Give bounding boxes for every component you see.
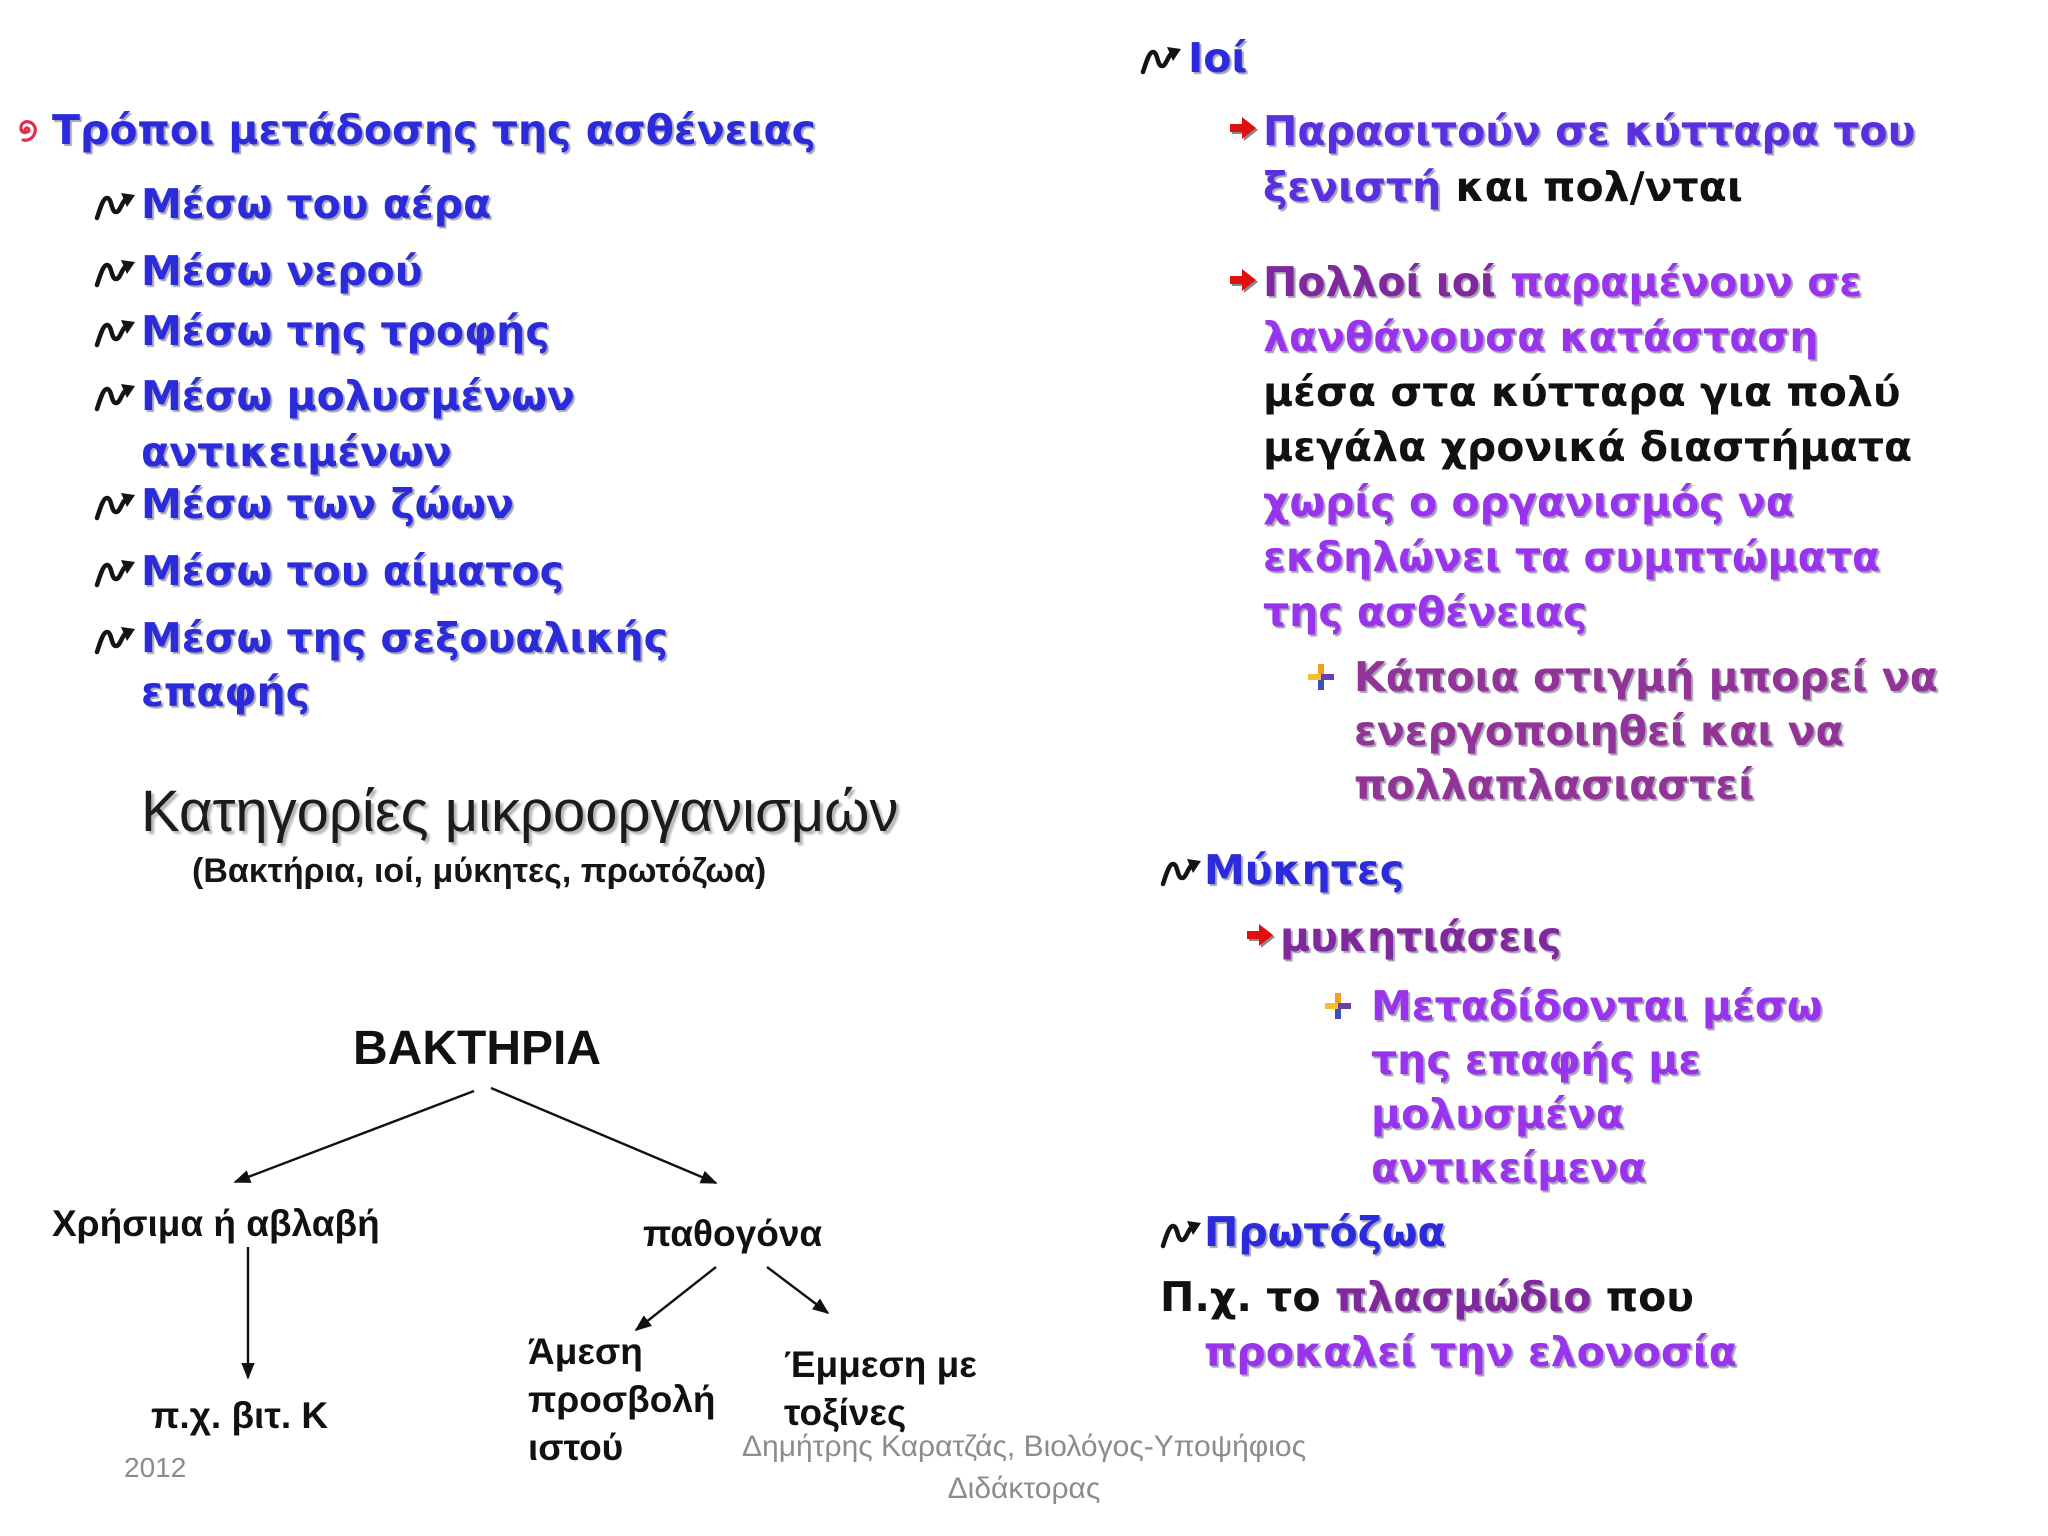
route-item — [141, 244, 422, 299]
example-suffix: που — [1605, 1273, 1694, 1321]
host-term: ξενιστή — [1263, 163, 1442, 211]
transmission-line: Μεταδίδονται μέσω — [1371, 982, 1823, 1030]
route-item — [141, 368, 575, 480]
diagram-direct-line: ιστού — [528, 1427, 624, 1468]
protozoa-example-continued: προκαλεί την ελονοσία — [1204, 1328, 1737, 1376]
section-protozoa-title — [1204, 1205, 1446, 1260]
diagram-pathogenic: παθογόνα — [643, 1213, 823, 1254]
route-label: Μέσω του αίματος — [141, 547, 564, 595]
footer-author-line: Δημήτρης Καρατζάς, Βιολόγος-Υποψήφιος — [741, 1430, 1307, 1463]
route-label-continued: επαφής — [141, 668, 310, 716]
route-item — [141, 544, 564, 599]
heading-transmission-routes — [52, 103, 816, 158]
multiply-text: και πολ/νται — [1455, 163, 1743, 211]
protozoa-example — [1160, 1270, 1694, 1325]
route-label: Μέσω της τροφής — [141, 307, 550, 355]
squiggle-arrow-icon — [1160, 853, 1204, 889]
fungi-disease-point — [1280, 910, 1562, 965]
squiggle-arrow-icon — [94, 187, 138, 223]
viruses-parasitize-point — [1263, 103, 1915, 215]
transmission-line: αντικείμενα — [1371, 1144, 1647, 1192]
latent-intro-rest: παραμένουν σε — [1510, 258, 1863, 306]
parasitize-line — [1263, 159, 1915, 215]
latent-line: λανθάνουσα κατάσταση — [1263, 313, 1819, 361]
squiggle-arrow-icon — [94, 378, 138, 414]
arrow-root-to-useful — [235, 1091, 474, 1182]
diagram-direct-line: Άμεση — [528, 1331, 643, 1372]
fungi-disease: μυκητιάσεις — [1280, 913, 1562, 961]
viruses-latent-point — [1263, 255, 1912, 640]
latent-intro-emph: Πολλοί ιοί — [1263, 258, 1496, 306]
activation-line: ενεργοποιηθεί και να — [1354, 707, 1844, 755]
route-label: Μέσω νερού — [141, 247, 423, 295]
diagram-direct-line: προσβολή — [528, 1379, 716, 1420]
squiggle-arrow-icon — [94, 554, 138, 590]
transmission-line: της επαφής με — [1371, 1036, 1702, 1084]
squiggle-arrow-icon — [94, 487, 138, 523]
diagram-root-bacteria: ΒΑΚΤΗΡΙΑ — [353, 1022, 601, 1075]
transmission-line: μολυσμένα — [1371, 1090, 1624, 1138]
diagram-useful: Χρήσιμα ή αβλαβή — [52, 1203, 380, 1244]
diagram-indirect — [784, 1341, 977, 1437]
activation-line: πολλαπλασιαστεί — [1354, 761, 1755, 809]
latent-emph-line: εκδηλώνει τα συμπτώματα — [1263, 533, 1881, 581]
route-item — [141, 477, 514, 532]
latent-line — [1263, 255, 1912, 310]
protozoa-example-line — [1160, 1270, 1694, 1325]
plus-bullet-icon — [1306, 662, 1336, 692]
squiggle-arrow-icon — [1140, 41, 1184, 77]
diagram-indirect-line: Έμμεση με — [784, 1344, 977, 1385]
footer-author — [624, 1426, 1424, 1510]
route-label: Μέσω μολυσμένων — [141, 372, 575, 420]
latent-emph-line: της ασθένειας — [1263, 588, 1588, 636]
arrow-pathogenic-to-indirect — [767, 1267, 828, 1313]
squiggle-arrow-icon — [1160, 1215, 1204, 1251]
heading-text: Τρόποι μετάδοσης της ασθένειας — [52, 106, 816, 154]
red-arrow-icon — [1228, 267, 1260, 297]
route-label: Μέσω της σεξουαλικής — [141, 614, 668, 662]
route-label-continued: αντικειμένων — [141, 428, 452, 476]
viruses-title: Ιοί — [1188, 34, 1248, 82]
activation-line: Κάποια στιγμή μπορεί να — [1354, 653, 1938, 701]
squiggle-arrow-icon — [94, 314, 138, 350]
spiral-bullet-icon — [10, 115, 40, 145]
footer-year: 2012 — [124, 1452, 187, 1483]
diagram-indirect-line: τοξίνες — [784, 1392, 907, 1433]
categories-subtitle: (Βακτήρια, ιοί, μύκητες, πρωτόζωα) — [192, 852, 767, 890]
route-item — [141, 611, 668, 719]
footer-author-line: Διδάκτορας — [947, 1472, 1101, 1505]
route-label: Μέσω των ζώων — [141, 480, 514, 528]
fungi-transmission-point — [1371, 979, 1823, 1195]
plasmodium-term: πλασμώδιο — [1334, 1273, 1592, 1321]
fungi-title: Μύκητες — [1204, 846, 1405, 894]
latent-plain-line: μέσα στα κύτταρα για πολύ — [1263, 368, 1901, 416]
red-arrow-icon — [1228, 115, 1260, 145]
arrow-pathogenic-to-direct — [636, 1267, 716, 1330]
squiggle-arrow-icon — [94, 621, 138, 657]
route-item — [141, 304, 550, 359]
categories-title: Κατηγορίες μικροοργανισμών — [141, 779, 899, 844]
plus-bullet-icon — [1323, 991, 1353, 1021]
latent-emph-line: χωρίς ο οργανισμός να — [1263, 478, 1794, 526]
latent-plain-line: μεγάλα χρονικά διαστήματα — [1263, 423, 1913, 471]
section-viruses-title — [1188, 31, 1247, 86]
viruses-activation-point — [1354, 650, 1938, 812]
diagram-useful-example: π.χ. βιτ. Κ — [151, 1395, 329, 1436]
example-prefix: Π.χ. το — [1160, 1273, 1321, 1321]
route-item — [141, 177, 491, 232]
parasitize-line: Παρασιτούν σε κύτταρα του — [1263, 107, 1916, 155]
route-label: Μέσω του αέρα — [141, 180, 492, 228]
squiggle-arrow-icon — [94, 254, 138, 290]
section-fungi-title — [1204, 843, 1404, 898]
red-arrow-icon — [1245, 922, 1277, 952]
protozoa-title: Πρωτόζωα — [1204, 1208, 1446, 1256]
arrow-root-to-pathogenic — [491, 1088, 716, 1183]
